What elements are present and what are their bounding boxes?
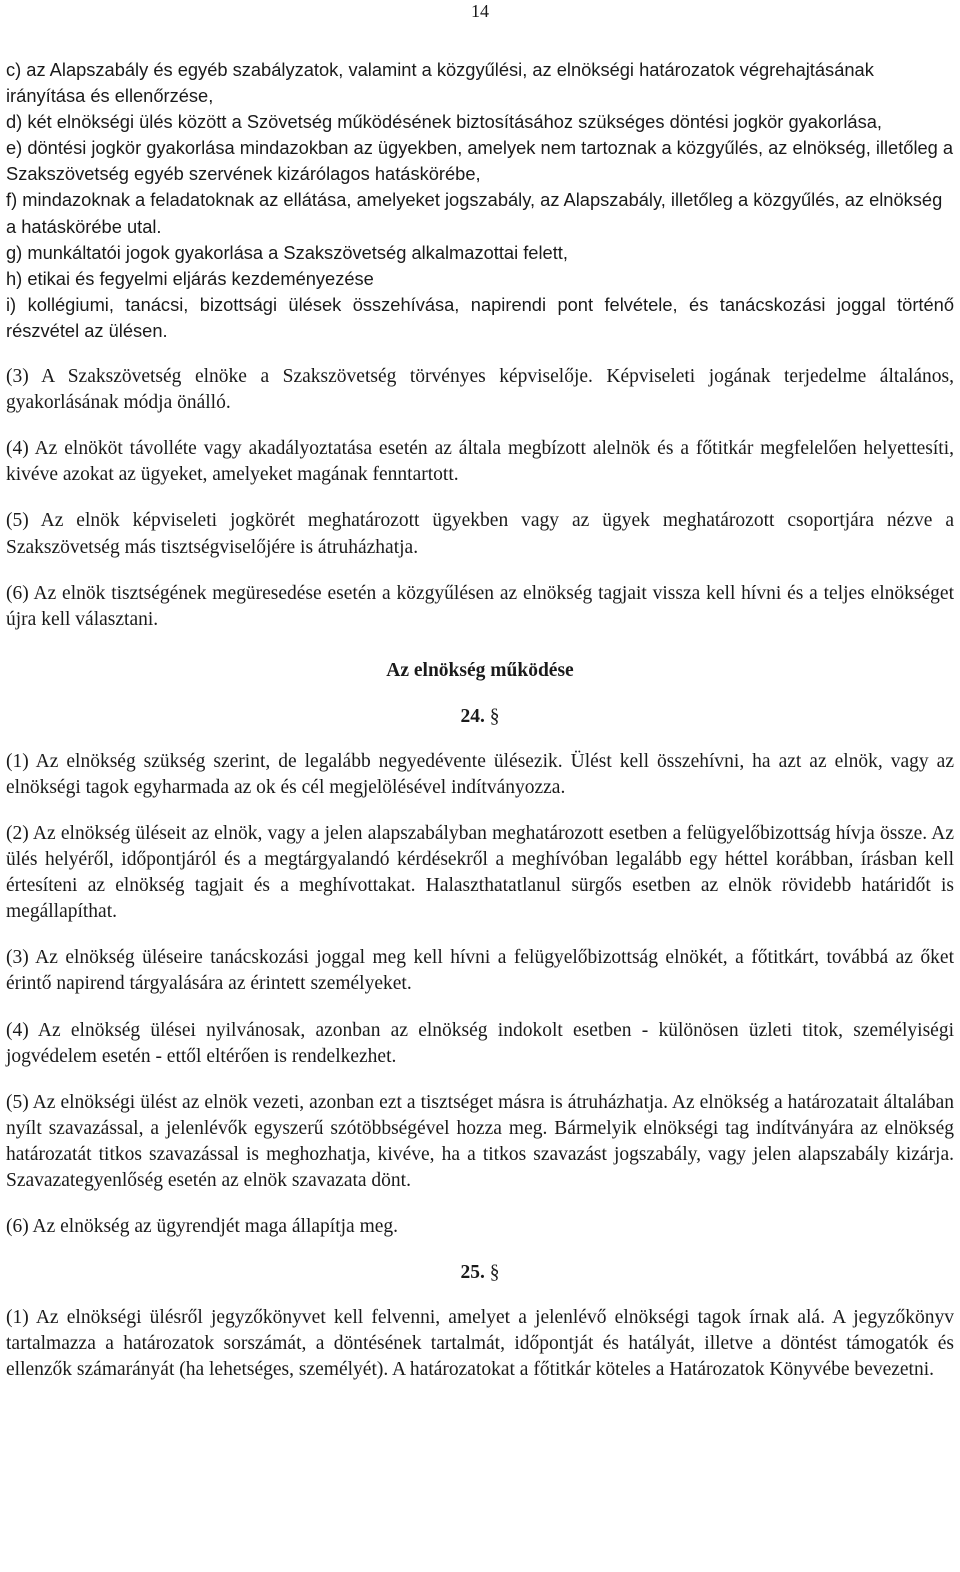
section-number-25 <box>6 1260 954 1286</box>
list-item: f) mindazoknak a feladatoknak az ellátása, amelyeket jogszabály, az Alapszabály, illetőleg a közgyűlés, az elnökség a hatáskörébe utal. <box>6 189 943 237</box>
section-heading: Az elnökség működése <box>386 659 574 681</box>
section-number: 25. <box>460 1262 485 1284</box>
paragraph: (4) Az elnököt távolléte vagy akadályoztatása esetén az általa megbízott alelnök és a főtitkár megfelelően helyettesíti, kivéve azokat az ügyeket, amelyeket magának fenntartott. <box>6 438 954 486</box>
paragraph: (3) A Szakszövetség elnöke a Szakszövetség törvényes képviselője. Képviseleti jogának terjedelme általános, gyakorlásának módja önálló. <box>6 366 954 414</box>
paragraph: (1) Az elnökségi ülésről jegyzőkönyvet kell felvenni, amelyet a jelenlévő elnökségi tagok írnak alá. A jegyzőkönyv tartalmazza a határozatok sorszámát, a döntésének tartalmát, időpontját és hatályát, illetve a döntést támogatók és ellenzők számarányát (ha lehetséges, személyét). A határozatokat a főtitkár köteles a Határozatok Könyvébe bevezetni. <box>6 1307 954 1381</box>
paragraph: (3) Az elnökség üléseire tanácskozási joggal meg kell hívni a felügyelőbizottság elnökét, a főtitkárt, továbbá az őket érintő napirend tárgyalására az érintett személyeket. <box>6 947 954 995</box>
list-item: h) etikai és fegyelmi eljárás kezdeményezése <box>6 267 374 289</box>
list-item: i) kollégiumi, tanácsi, bizottsági ülések összehívása, napirendi pont felvétele, és tanácskozási joggal történő részvétel az ülésen. <box>6 293 954 341</box>
paragraph: (5) Az elnök képviseleti jogkörét meghatározott ügyekben vagy az ügyek meghatározott csoportjára nézve a Szakszövetség más tisztségviselőjére is átruházhatja. <box>6 510 954 558</box>
section-number: 24. <box>460 705 485 727</box>
paragraph: (5) Az elnökségi ülést az elnök vezeti, azonban ezt a tisztséget másra is átruházhatja. Az elnökség a határozatait általában nyílt szavazással, a jelenlévők egyszerű szótöbbségével hozza meg. Bármelyik elnökségi tag indítványára az elnökség határozatát titkos szavazással is meghozhatja, kivéve, ha a titkos szavazást jogszabály, vagy jelen alapszabály kizárja. Szavazategyenlőség esetén az elnök szavazata dönt. <box>6 1091 954 1191</box>
list-item: g) munkáltatói jogok gyakorlása a Szakszövetség alkalmazottai felett, <box>6 241 568 263</box>
list-item: d) két elnökségi ülés között a Szövetség működésének biztosításához szükséges döntési jogkör gyakorlása, <box>6 111 882 133</box>
document-body <box>6 57 954 1383</box>
paragraph: (2) Az elnökség üléseit az elnök, vagy a jelen alapszabályban meghatározott esetben a felügyelőbizottság hívja össze. Az ülés helyéről, időpontjáról és a megtárgyalandó kérdésekről a meghívóban legalább egy héttel korábban, írásban kell értesíteni az elnökség tagjait és a meghívottakat. Halaszthatatlanul sürgős esetben az elnök rövidebb határidőt is megállapíthat. <box>6 822 954 923</box>
list-item: c) az Alapszabály és egyéb szabályzatok, valamint a közgyűlési, az elnökségi határozatok végrehajtásának irányítása és ellenőrzése, <box>6 59 874 107</box>
list-item: e) döntési jogkör gyakorlása mindazokban az ügyekben, amelyek nem tartoznak a közgyűlés, az elnökség, illetőleg a Szakszövetség egyéb szervének kizárólagos hatáskörébe, <box>6 137 954 185</box>
paragraph: (1) Az elnökség szükség szerint, de legalább negyedévente ülésezik. Ülést kell összehívni, ha azt az elnök, vagy az elnökségi tagok egyharmada az ok és cél megjelölésével indítványozza. <box>6 750 954 798</box>
powers-list <box>6 57 954 344</box>
paragraph: (6) Az elnök tisztségének megüresedése esetén a közgyűlésen az elnökség tagjait vissza kell hívni és a teljes elnökséget újra kell választani. <box>6 582 954 630</box>
section-symbol: § <box>489 1262 500 1284</box>
section-symbol: § <box>489 705 500 727</box>
page-number: 14 <box>471 1 489 21</box>
paragraph: (6) Az elnökség az ügyrendjét maga állapítja meg. <box>6 1216 399 1238</box>
paragraph: (4) Az elnökség ülései nyilvánosak, azonban az elnökség indokolt esetben - különösen üzleti titok, személyiségi jogvédelem esetén - ettől eltérően is rendelkezhet. <box>6 1019 954 1067</box>
section-number-24 <box>6 704 954 730</box>
